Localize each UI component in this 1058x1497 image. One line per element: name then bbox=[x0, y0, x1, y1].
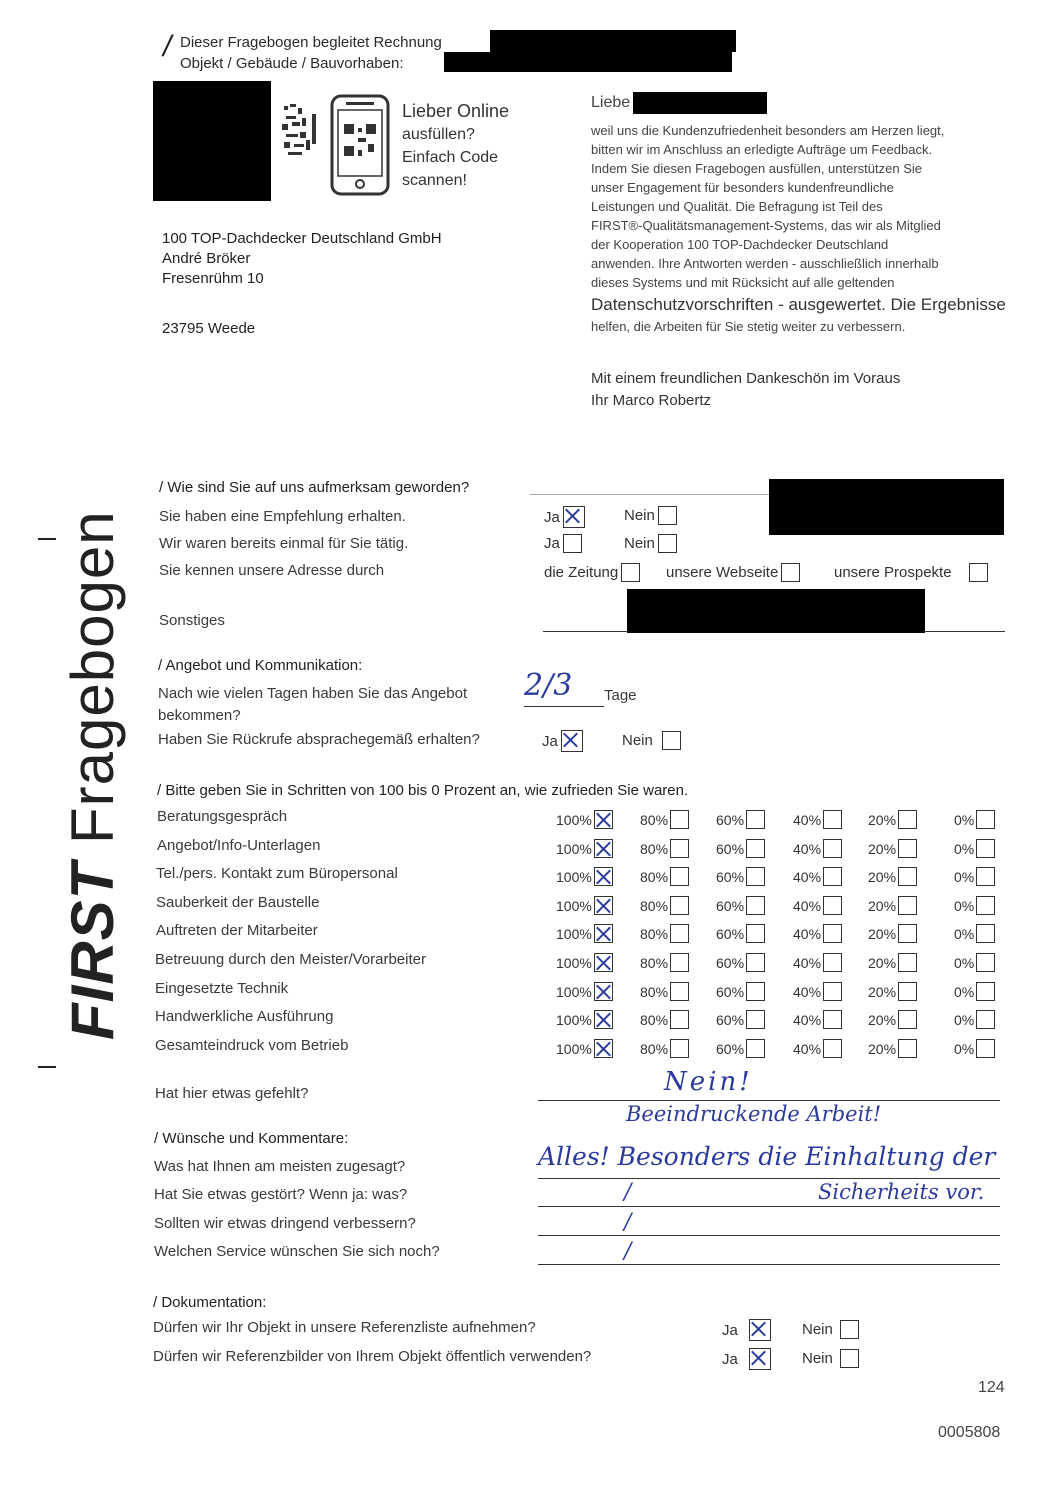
rating-level-label: 20% bbox=[868, 1040, 897, 1057]
rating-row-label: Betreuung durch den Meister/Vorarbeiter bbox=[155, 951, 426, 968]
gefehlt-answer[interactable]: Nein! bbox=[664, 1067, 753, 1097]
rating-level-label: 80% bbox=[640, 983, 669, 1000]
section5-title: / Dokumentation: bbox=[153, 1294, 267, 1311]
gestoert-answer[interactable]: / bbox=[624, 1180, 632, 1205]
rating-level-label: 100% bbox=[556, 897, 592, 914]
section1-title-text: Wie sind Sie auf uns aufmerksam geworden? bbox=[167, 479, 470, 496]
rating-option[interactable] bbox=[954, 1010, 995, 1029]
q-zugesagt: Was hat Ihnen am meisten zugesagt? bbox=[154, 1158, 406, 1175]
rating-checkbox[interactable] bbox=[976, 839, 995, 858]
rueckrufe-ja[interactable] bbox=[542, 730, 583, 752]
rating-level-label: 0% bbox=[954, 897, 975, 914]
prospekte-label: unsere Prospekte bbox=[834, 564, 952, 581]
rating-checkbox[interactable] bbox=[594, 867, 613, 886]
letter-line: Datenschutzvorschriften - ausgewertet. Die Ergebnisse bbox=[591, 295, 1006, 314]
rating-checkbox[interactable] bbox=[823, 1010, 842, 1029]
section2-title: / Angebot und Kommunikation: bbox=[158, 657, 363, 674]
rating-level-label: 80% bbox=[640, 840, 669, 857]
webseite-checkbox[interactable] bbox=[781, 563, 800, 582]
answer-zugesagt[interactable]: Alles! Besonders die Einhaltung der bbox=[538, 1142, 996, 1171]
rating-option[interactable] bbox=[556, 953, 613, 972]
empfehlung-ja-checkbox[interactable] bbox=[563, 506, 585, 528]
section1-title: / Wie sind Sie auf uns aufmerksam geworden? bbox=[159, 479, 470, 496]
rating-option[interactable] bbox=[640, 953, 689, 972]
rating-option[interactable] bbox=[640, 1010, 689, 1029]
qr-text-2: ausfüllen? bbox=[402, 126, 475, 143]
rating-option[interactable] bbox=[793, 839, 842, 858]
rating-level-label: 100% bbox=[556, 983, 592, 1000]
rating-checkbox[interactable] bbox=[594, 953, 613, 972]
rating-checkbox[interactable] bbox=[746, 896, 765, 915]
page-number: 124 bbox=[978, 1379, 1005, 1396]
referenzbilder-ja-checkbox[interactable] bbox=[749, 1348, 771, 1370]
q-adresse: Sie kennen unsere Adresse durch bbox=[159, 562, 385, 579]
taetig-nein-checkbox[interactable] bbox=[658, 534, 677, 553]
rating-option[interactable] bbox=[556, 867, 613, 886]
rating-checkbox[interactable] bbox=[594, 810, 613, 829]
address-block bbox=[162, 229, 442, 339]
qr-text-1: Lieber Online bbox=[402, 101, 510, 121]
rating-option[interactable] bbox=[868, 924, 917, 943]
rating-level-label: 60% bbox=[716, 1040, 745, 1057]
rating-checkbox[interactable] bbox=[746, 953, 765, 972]
rating-option[interactable] bbox=[716, 924, 765, 943]
rating-checkbox[interactable] bbox=[594, 982, 613, 1001]
rating-row-label: Eingesetzte Technik bbox=[155, 980, 289, 997]
letter-greeting: Liebe bbox=[591, 94, 631, 111]
taetig-ja[interactable] bbox=[544, 534, 582, 553]
rating-checkbox[interactable] bbox=[594, 924, 613, 943]
rating-option[interactable] bbox=[954, 924, 995, 943]
closing-line-1: Mit einem freundlichen Dankeschön im Voraus bbox=[591, 370, 901, 387]
redaction-invoice bbox=[490, 30, 736, 52]
rating-row-label: Auftreten der Mitarbeiter bbox=[156, 922, 318, 939]
empfehlung-ja[interactable] bbox=[544, 506, 585, 528]
rating-checkbox[interactable] bbox=[670, 982, 689, 1001]
rating-checkbox[interactable] bbox=[976, 867, 995, 886]
rating-checkbox[interactable] bbox=[594, 839, 613, 858]
referenzliste-ja-label: Ja bbox=[722, 1321, 738, 1339]
rating-level-label: 20% bbox=[868, 983, 897, 1000]
rating-level-label: 80% bbox=[640, 954, 669, 971]
rating-level-label: 100% bbox=[556, 868, 592, 885]
address-company: 100 TOP-Dachdecker Deutschland GmbH bbox=[162, 230, 442, 247]
q-angebot-tage-2: bekommen? bbox=[158, 707, 241, 724]
rating-level-label: 40% bbox=[793, 1040, 822, 1057]
section4-title: / Wünsche und Kommentare: bbox=[154, 1130, 349, 1147]
rating-checkbox[interactable] bbox=[976, 1010, 995, 1029]
rating-option[interactable] bbox=[868, 810, 917, 829]
letter-line: unser Engagement für besonders kundenfreundliche bbox=[591, 180, 894, 195]
closing-line-2: Ihr Marco Robertz bbox=[591, 392, 712, 409]
rating-option[interactable] bbox=[793, 810, 842, 829]
fold-mark-bottom bbox=[38, 1066, 56, 1068]
rating-option[interactable] bbox=[793, 1039, 842, 1058]
empfehlung-nein-checkbox[interactable] bbox=[658, 506, 677, 525]
rating-checkbox[interactable] bbox=[670, 1010, 689, 1029]
letter-line: bitten wir im Anschluss an erledigte Aufträge um Feedback. bbox=[591, 142, 933, 157]
rueckrufe-nein[interactable] bbox=[622, 731, 681, 750]
q-referenzliste: Dürfen wir Ihr Objekt in unsere Referenzliste aufnehmen? bbox=[153, 1319, 536, 1336]
section1-rule bbox=[530, 494, 780, 495]
qr-text-3: Einfach Code bbox=[402, 149, 499, 166]
rating-level-label: 40% bbox=[793, 954, 822, 971]
address-street: Fresenrühm 10 bbox=[162, 270, 264, 287]
side-title-first: FIRST bbox=[59, 861, 126, 1040]
rating-option[interactable] bbox=[954, 896, 995, 915]
letter-body bbox=[591, 121, 1031, 336]
q-sonstiges: Sonstiges bbox=[159, 612, 225, 629]
rating-option[interactable] bbox=[556, 810, 613, 829]
rating-level-label: 0% bbox=[954, 1040, 975, 1057]
rating-option[interactable] bbox=[716, 982, 765, 1001]
rating-option[interactable] bbox=[868, 896, 917, 915]
rating-level-label: 40% bbox=[793, 1011, 822, 1028]
letter-line: Leistungen und Qualität. Die Befragung ist Teil des bbox=[591, 199, 883, 214]
redaction-section1 bbox=[769, 479, 1004, 535]
q-empfehlung: Sie haben eine Empfehlung erhalten. bbox=[159, 508, 406, 525]
rueckrufe-nein-checkbox[interactable] bbox=[662, 731, 681, 750]
rueckrufe-ja-label: Ja bbox=[542, 732, 558, 750]
rating-checkbox[interactable] bbox=[898, 896, 917, 915]
taetig-ja-checkbox[interactable] bbox=[563, 534, 582, 553]
rating-checkbox[interactable] bbox=[823, 982, 842, 1001]
rating-checkbox[interactable] bbox=[898, 924, 917, 943]
q-referenzbilder: Dürfen wir Referenzbilder von Ihrem Objekt öffentlich verwenden? bbox=[153, 1348, 592, 1365]
rating-option[interactable] bbox=[556, 839, 613, 858]
rating-checkbox[interactable] bbox=[976, 896, 995, 915]
days-unit: Tage bbox=[604, 687, 637, 704]
letter-closing bbox=[591, 368, 900, 412]
zeitung-checkbox[interactable] bbox=[621, 563, 640, 582]
section3-title: / Bitte geben Sie in Schritten von 100 bis 0 Prozent an, wie zufrieden Sie waren. bbox=[157, 782, 689, 799]
rating-level-label: 20% bbox=[868, 897, 897, 914]
rating-checkbox[interactable] bbox=[670, 867, 689, 886]
answer-zugesagt-2[interactable]: Sicherheits vor. bbox=[818, 1180, 985, 1204]
q-verbessern: Sollten wir etwas dringend verbessern? bbox=[154, 1215, 416, 1232]
rating-checkbox[interactable] bbox=[670, 810, 689, 829]
rating-checkbox[interactable] bbox=[670, 1039, 689, 1058]
rating-level-label: 40% bbox=[793, 811, 822, 828]
rating-row-label: Angebot/Info-Unterlagen bbox=[157, 837, 321, 854]
letter-line: der Kooperation 100 TOP-Dachdecker Deutschland bbox=[591, 237, 889, 252]
rating-option[interactable] bbox=[793, 924, 842, 943]
rating-option[interactable] bbox=[556, 982, 613, 1001]
days-answer[interactable]: 2/3 bbox=[524, 668, 573, 703]
q-angebot-tage: Nach wie vielen Tagen haben Sie das Angebot bbox=[158, 685, 468, 702]
section4-title-text: Wünsche und Kommentare: bbox=[162, 1130, 349, 1147]
rating-option[interactable] bbox=[868, 1039, 917, 1058]
rating-option[interactable] bbox=[716, 839, 765, 858]
rating-option[interactable] bbox=[716, 896, 765, 915]
referenzliste-nein-label: Nein bbox=[802, 1321, 833, 1338]
q-gefehlt: Hat hier etwas gefehlt? bbox=[155, 1085, 309, 1102]
rating-checkbox[interactable] bbox=[594, 1010, 613, 1029]
qr-text bbox=[402, 100, 509, 192]
address-name: André Bröker bbox=[162, 250, 251, 267]
rating-checkbox[interactable] bbox=[594, 896, 613, 915]
rating-level-label: 100% bbox=[556, 840, 592, 857]
q-service: Welchen Service wünschen Sie sich noch? bbox=[154, 1243, 440, 1260]
rating-level-label: 60% bbox=[716, 840, 745, 857]
rating-option[interactable] bbox=[954, 810, 995, 829]
rating-row-label: Sauberkeit der Baustelle bbox=[156, 894, 320, 911]
rating-option[interactable] bbox=[793, 867, 842, 886]
referenzbilder-nein-checkbox[interactable] bbox=[840, 1349, 859, 1368]
rating-option[interactable] bbox=[868, 982, 917, 1001]
rating-checkbox[interactable] bbox=[670, 896, 689, 915]
prospekte-option[interactable] bbox=[834, 563, 988, 582]
rating-level-label: 40% bbox=[793, 868, 822, 885]
rating-level-label: 60% bbox=[716, 925, 745, 942]
referenzliste-ja-checkbox[interactable] bbox=[749, 1319, 771, 1341]
rating-level-label: 0% bbox=[954, 925, 975, 942]
rating-checkbox[interactable] bbox=[746, 810, 765, 829]
rating-checkbox[interactable] bbox=[823, 953, 842, 972]
redaction-sonstiges bbox=[627, 589, 925, 633]
letter-line: weil uns die Kundenzufriedenheit besonders am Herzen liegt, bbox=[591, 123, 945, 138]
rating-level-label: 20% bbox=[868, 925, 897, 942]
zugesagt-line bbox=[538, 1178, 1000, 1179]
rating-option[interactable] bbox=[640, 924, 689, 943]
rating-option[interactable] bbox=[954, 867, 995, 886]
rating-level-label: 100% bbox=[556, 925, 592, 942]
document-code: 0005808 bbox=[938, 1424, 1001, 1441]
prospekte-checkbox[interactable] bbox=[969, 563, 988, 582]
rating-level-label: 20% bbox=[868, 1011, 897, 1028]
referenzliste-ja[interactable] bbox=[722, 1319, 771, 1341]
empfehlung-ja-label: Ja bbox=[544, 508, 560, 526]
rating-level-label: 0% bbox=[954, 1011, 975, 1028]
webseite-label: unsere Webseite bbox=[666, 564, 779, 581]
rating-level-label: 80% bbox=[640, 811, 669, 828]
verbessern-line bbox=[538, 1235, 1000, 1236]
section2-title-text: Angebot und Kommunikation: bbox=[165, 657, 363, 674]
referenzliste-nein[interactable] bbox=[802, 1320, 859, 1339]
rating-option[interactable] bbox=[954, 982, 995, 1001]
rating-level-label: 80% bbox=[640, 1040, 669, 1057]
rating-option[interactable] bbox=[868, 1010, 917, 1029]
fold-mark-top bbox=[38, 538, 56, 540]
rating-option[interactable] bbox=[954, 839, 995, 858]
rating-option[interactable] bbox=[793, 1010, 842, 1029]
rating-level-label: 20% bbox=[868, 868, 897, 885]
rating-checkbox[interactable] bbox=[898, 953, 917, 972]
rating-checkbox[interactable] bbox=[670, 924, 689, 943]
letter-line: helfen, die Arbeiten für Sie stetig weiter zu verbessern. bbox=[591, 319, 906, 334]
rating-level-label: 60% bbox=[716, 1011, 745, 1028]
rating-option[interactable] bbox=[640, 867, 689, 886]
rueckrufe-ja-checkbox[interactable] bbox=[561, 730, 583, 752]
rating-option[interactable] bbox=[868, 867, 917, 886]
rating-level-label: 40% bbox=[793, 925, 822, 942]
rating-level-label: 40% bbox=[793, 840, 822, 857]
rating-checkbox[interactable] bbox=[898, 867, 917, 886]
rating-checkbox[interactable] bbox=[746, 867, 765, 886]
rating-level-label: 0% bbox=[954, 811, 975, 828]
rating-checkbox[interactable] bbox=[898, 982, 917, 1001]
rating-option[interactable] bbox=[640, 839, 689, 858]
side-title-fragebogen: Fragebogen bbox=[59, 510, 126, 844]
qr-text-4: scannen! bbox=[402, 172, 467, 189]
section5-title-text: Dokumentation: bbox=[161, 1294, 267, 1311]
rating-level-label: 100% bbox=[556, 811, 592, 828]
referenzbilder-ja[interactable] bbox=[722, 1348, 771, 1370]
rating-option[interactable] bbox=[954, 953, 995, 972]
rating-level-label: 80% bbox=[640, 1011, 669, 1028]
letter-line: FIRST®-Qualitätsmanagement-Systems, das wir als Mitglied bbox=[591, 218, 941, 233]
q-rueckrufe: Haben Sie Rückrufe absprachegemäß erhalten? bbox=[158, 731, 480, 748]
rating-level-label: 60% bbox=[716, 954, 745, 971]
referenzliste-nein-checkbox[interactable] bbox=[840, 1320, 859, 1339]
rating-level-label: 0% bbox=[954, 840, 975, 857]
service-answer[interactable]: / bbox=[624, 1239, 632, 1264]
rating-checkbox[interactable] bbox=[976, 810, 995, 829]
rating-option[interactable] bbox=[793, 953, 842, 972]
rating-level-label: 100% bbox=[556, 1011, 592, 1028]
empfehlung-nein[interactable] bbox=[624, 506, 677, 525]
webseite-option[interactable] bbox=[666, 563, 800, 582]
rating-checkbox[interactable] bbox=[746, 839, 765, 858]
address-city: 23795 Weede bbox=[162, 320, 256, 337]
zeitung-label: die Zeitung bbox=[544, 564, 619, 581]
q-gestoert: Hat Sie etwas gestört? Wenn ja: was? bbox=[154, 1186, 408, 1203]
rating-checkbox[interactable] bbox=[898, 839, 917, 858]
rating-option[interactable] bbox=[716, 1039, 765, 1058]
rating-checkbox[interactable] bbox=[976, 953, 995, 972]
rating-option[interactable] bbox=[556, 1010, 613, 1029]
taetig-nein-label: Nein bbox=[624, 535, 655, 552]
rating-checkbox[interactable] bbox=[823, 810, 842, 829]
referenzbilder-nein[interactable] bbox=[802, 1349, 859, 1368]
rating-level-label: 40% bbox=[793, 983, 822, 1000]
rating-checkbox[interactable] bbox=[594, 1039, 613, 1058]
taetig-nein[interactable] bbox=[624, 534, 677, 553]
days-line bbox=[524, 706, 604, 707]
rating-checkbox[interactable] bbox=[670, 839, 689, 858]
rating-checkbox[interactable] bbox=[976, 924, 995, 943]
service-line bbox=[538, 1264, 1000, 1265]
rating-level-label: 0% bbox=[954, 868, 975, 885]
rating-row-label: Handwerkliche Ausführung bbox=[155, 1008, 334, 1025]
answer-beeindruckend[interactable]: Beeindruckende Arbeit! bbox=[626, 1102, 882, 1126]
rating-checkbox[interactable] bbox=[823, 839, 842, 858]
rating-option[interactable] bbox=[716, 867, 765, 886]
zeitung-option[interactable] bbox=[544, 563, 640, 582]
taetig-ja-label: Ja bbox=[544, 535, 560, 552]
section3-title-text: Bitte geben Sie in Schritten von 100 bis 0 Prozent an, wie zufrieden Sie waren. bbox=[165, 782, 689, 799]
referenzbilder-ja-label: Ja bbox=[722, 1350, 738, 1368]
rating-option[interactable] bbox=[954, 1039, 995, 1058]
letter-line: Indem Sie diesen Fragebogen ausfüllen, unterstützen Sie bbox=[591, 161, 922, 176]
rating-checkbox[interactable] bbox=[823, 1039, 842, 1058]
rating-option[interactable] bbox=[556, 924, 613, 943]
redaction-object bbox=[444, 52, 732, 72]
rating-checkbox[interactable] bbox=[823, 896, 842, 915]
rating-level-label: 80% bbox=[640, 897, 669, 914]
rating-row-label: Beratungsgespräch bbox=[157, 808, 288, 825]
rating-level-label: 60% bbox=[716, 868, 745, 885]
redaction-logo bbox=[153, 81, 271, 201]
rating-option[interactable] bbox=[793, 982, 842, 1001]
letter-line: dieses Systems und mit Rücksicht auf alle geltenden bbox=[591, 275, 895, 290]
rating-checkbox[interactable] bbox=[746, 924, 765, 943]
rating-checkbox[interactable] bbox=[670, 953, 689, 972]
rating-checkbox[interactable] bbox=[976, 1039, 995, 1058]
invoice-line: Dieser Fragebogen begleitet Rechnung bbox=[180, 34, 442, 51]
rating-option[interactable] bbox=[716, 953, 765, 972]
rating-level-label: 100% bbox=[556, 1040, 592, 1057]
q-bereits-taetig: Wir waren bereits einmal für Sie tätig. bbox=[159, 535, 409, 552]
rating-checkbox[interactable] bbox=[823, 924, 842, 943]
gestoert-line bbox=[538, 1206, 1000, 1207]
rating-option[interactable] bbox=[793, 896, 842, 915]
rating-level-label: 40% bbox=[793, 897, 822, 914]
redaction-greeting-name bbox=[633, 92, 767, 114]
rating-level-label: 0% bbox=[954, 983, 975, 1000]
rating-checkbox[interactable] bbox=[823, 867, 842, 886]
rating-checkbox[interactable] bbox=[898, 1039, 917, 1058]
rating-level-label: 0% bbox=[954, 954, 975, 971]
rating-option[interactable] bbox=[868, 953, 917, 972]
rating-option[interactable] bbox=[556, 1039, 613, 1058]
referenzbilder-nein-label: Nein bbox=[802, 1350, 833, 1367]
rating-option[interactable] bbox=[556, 896, 613, 915]
rating-checkbox[interactable] bbox=[976, 982, 995, 1001]
rating-level-label: 100% bbox=[556, 954, 592, 971]
rating-checkbox[interactable] bbox=[746, 982, 765, 1001]
qr-phone-icon bbox=[282, 94, 392, 198]
rating-checkbox[interactable] bbox=[746, 1010, 765, 1029]
header-slash: / bbox=[163, 30, 172, 63]
empfehlung-nein-label: Nein bbox=[624, 507, 655, 524]
rating-checkbox[interactable] bbox=[746, 1039, 765, 1058]
rating-option[interactable] bbox=[640, 896, 689, 915]
rueckrufe-nein-label: Nein bbox=[622, 732, 653, 749]
rating-option[interactable] bbox=[868, 839, 917, 858]
rating-option[interactable] bbox=[640, 1039, 689, 1058]
rating-level-label: 60% bbox=[716, 811, 745, 828]
rating-level-label: 20% bbox=[868, 840, 897, 857]
object-line: Objekt / Gebäude / Bauvorhaben: bbox=[180, 55, 404, 72]
rating-checkbox[interactable] bbox=[898, 1010, 917, 1029]
rating-level-label: 60% bbox=[716, 897, 745, 914]
letter-line: anwenden. Ihre Antworten werden - ausschließlich innerhalb bbox=[591, 256, 939, 271]
rating-level-label: 80% bbox=[640, 868, 669, 885]
rating-option[interactable] bbox=[640, 810, 689, 829]
rating-row-label: Tel./pers. Kontakt zum Büropersonal bbox=[156, 865, 398, 882]
rating-option[interactable] bbox=[716, 810, 765, 829]
rating-level-label: 20% bbox=[868, 811, 897, 828]
gefehlt-line bbox=[538, 1100, 1000, 1101]
rating-level-label: 60% bbox=[716, 983, 745, 1000]
rating-checkbox[interactable] bbox=[898, 810, 917, 829]
rating-option[interactable] bbox=[640, 982, 689, 1001]
side-title bbox=[58, 510, 127, 1040]
rating-row-label: Gesamteindruck vom Betrieb bbox=[155, 1037, 349, 1054]
rating-option[interactable] bbox=[716, 1010, 765, 1029]
verbessern-answer[interactable]: / bbox=[624, 1210, 632, 1235]
rating-level-label: 80% bbox=[640, 925, 669, 942]
rating-level-label: 20% bbox=[868, 954, 897, 971]
